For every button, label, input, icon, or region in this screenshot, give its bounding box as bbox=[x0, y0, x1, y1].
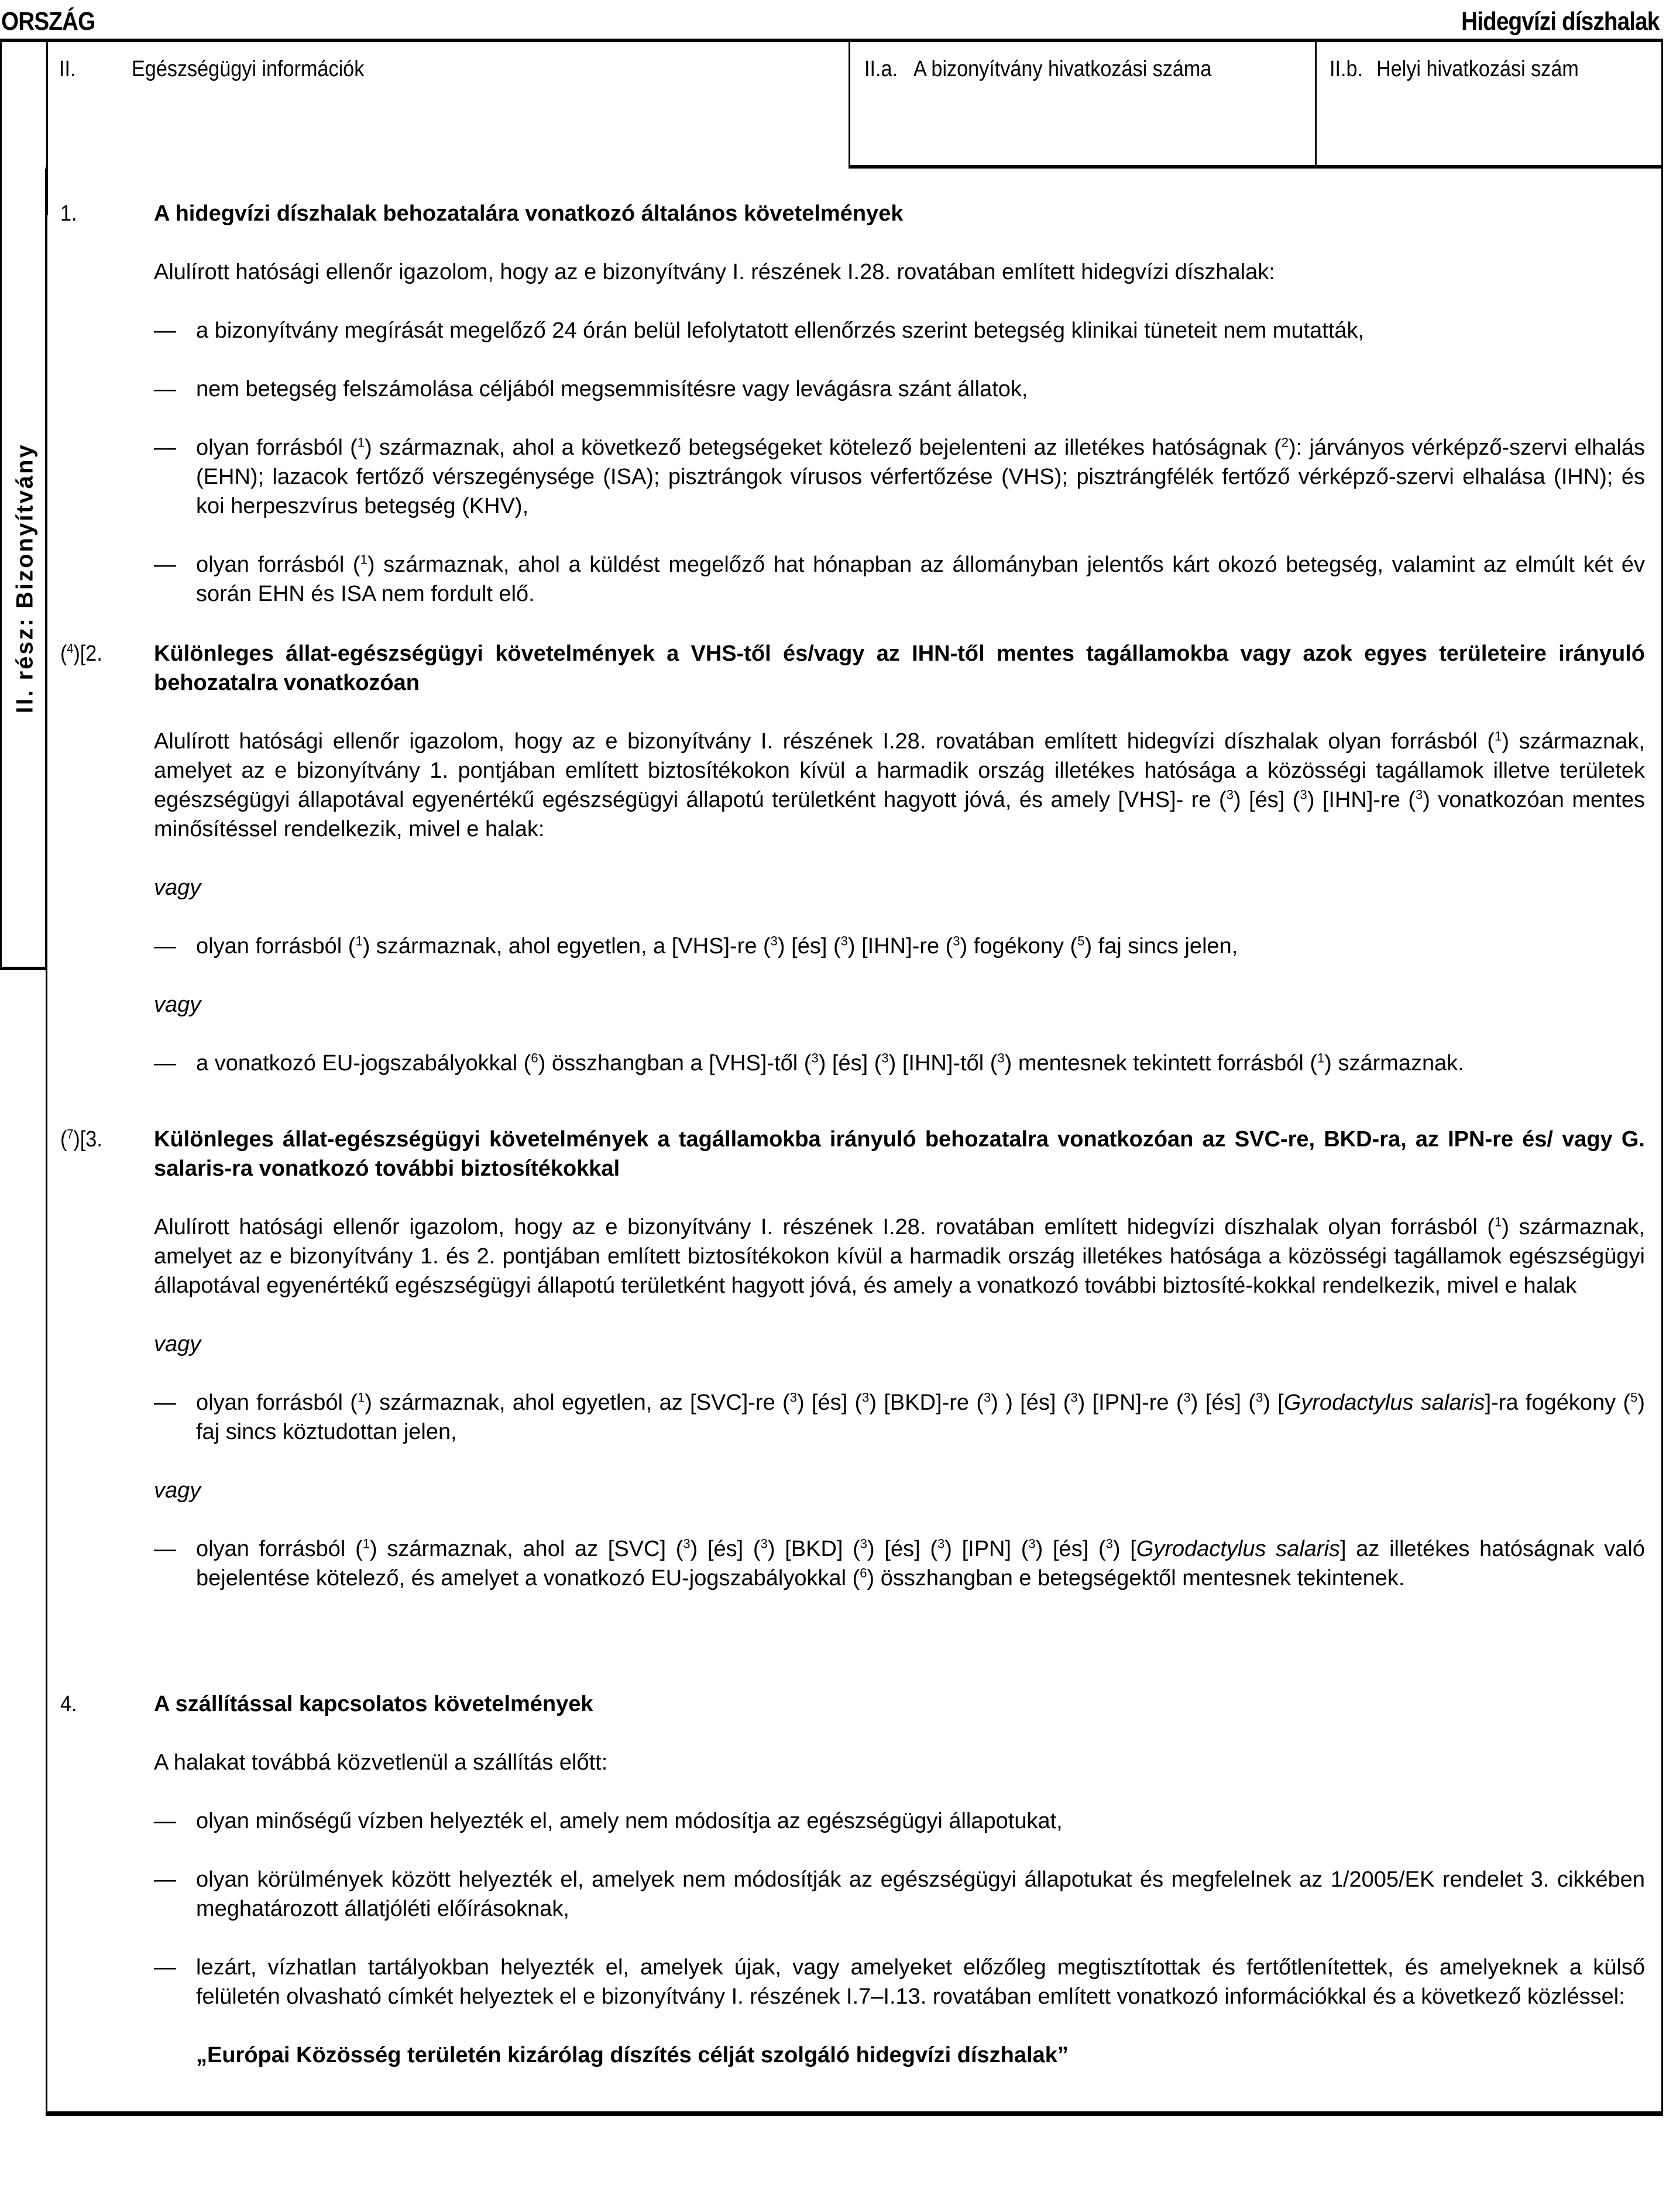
section-intro: Alulírott hatósági ellenőr igazolom, hogy az e bizonyítvány I. részének I.28. rovatában említett hidegvízi díszhalak: bbox=[154, 260, 1275, 284]
list-item: — olyan forrásból ($^1$) származnak, ahol egyetlen, az [SVC]-re ($^3$) [és] ($^3$) [BKD]-re ($^3$) ) [és] ($^3$) [IPN]-re ($^3$) [és] ($^3$) [Gyrodactylus salaris]-ra fogékony ($^5$) faj sincs köztudottan jelen, bbox=[154, 1388, 1645, 1447]
or-label: vagy bbox=[154, 875, 201, 900]
list-item: — olyan forrásból ($^1$) származnak, ahol a következő betegségeket kötelező bejelenteni az illetékes hatóságnak ($^2$): járványos vérképző-szervi elhalás (EHN); lazacok fertőző vérszegénysége (ISA); pisztrángok vírusos vérfertőzése (VHS); pisztrángfélék fertőző vérképző-szervi elhalása (IHN); és koi herpeszvírus betegség (KHV), bbox=[154, 433, 1645, 521]
ref-a-label: II.a. bbox=[864, 57, 898, 81]
section-number: 4. bbox=[60, 1692, 77, 1716]
section-heading: A hidegvízi díszhalak behozatalára vonatkozó általános követelmények bbox=[154, 201, 904, 226]
section-title: Egészségügyi információk bbox=[132, 57, 365, 81]
section-heading: A szállítással kapcsolatos követelmények bbox=[154, 1692, 593, 1716]
label-text: „Európai Közösség területén kizárólag díszítés célját szolgáló hidegvízi díszhalak” bbox=[196, 2043, 1069, 2067]
side-label: II. rész: Bizonyítvány bbox=[12, 443, 38, 713]
or-label: vagy bbox=[154, 1478, 201, 1503]
category-heading: Hidegvízi díszhalak bbox=[1461, 7, 1659, 36]
section-number: II. bbox=[59, 57, 76, 81]
side-label-column bbox=[0, 169, 47, 970]
list-item: — olyan körülmények között helyezték el, amelyek nem módosítják az egészségügyi állapotukat és megfelelnek az 1/2005/EK rendelet 3. cikkében meghatározott állatjóléti előírásoknak, bbox=[154, 1865, 1645, 1924]
certificate-body bbox=[46, 165, 1663, 2116]
section-intro: Alulírott hatósági ellenőr igazolom, hogy az e bizonyítvány I. részének I.28. rovatában említett hidegvízi díszhalak olyan forrásból ($^1$) származnak, amelyet az e bizonyítvány 1. pontjában említett biztosítékokon kívül a harmadik ország illetékes hatósága a közösségi tagállamok illetve területek egészségügyi állapotával egyenértékű egészségügyi állapotú területként hagyott jóvá, és amely [VHS]- re ($^3$) [és] ($^3$) [IHN]-re ($^3$) vonatkozóan mentes minősítéssel rendelkezik, mivel e halak: bbox=[154, 729, 1645, 841]
list-item: — a vonatkozó EU-jogszabályokkal ($^6$) összhangban a [VHS]-től ($^3$) [és] ($^3$) [IHN]-től ($^3$) mentesnek tekintett forrásból ($^1$) származnak. bbox=[154, 1049, 1645, 1078]
local-reference-cell bbox=[1317, 39, 1663, 169]
section-number: 1. bbox=[60, 201, 77, 226]
list-item: — olyan forrásból ($^1$) származnak, ahol egyetlen, a [VHS]-re ($^3$) [és] ($^3$) [IHN]-re ($^3$) fogékony ($^5$) faj sincs jelen, bbox=[154, 932, 1645, 961]
list-item: — a bizonyítvány megírását megelőző 24 órán belül lefolytatott ellenőrzés szerint betegség klinikai tüneteit nem mutatták, bbox=[154, 316, 1645, 345]
list-item: — nem betegség felszámolása céljából megsemmisítésre vagy levágásra szánt állatok, bbox=[154, 375, 1645, 404]
section-3 bbox=[60, 1125, 1645, 1593]
section-intro: A halakat továbbá közvetlenül a szállítás előtt: bbox=[154, 1750, 608, 1775]
section-4 bbox=[60, 1689, 1645, 2070]
country-heading: ORSZÁG bbox=[1, 7, 95, 36]
section-intro: Alulírott hatósági ellenőr igazolom, hogy az e bizonyítvány I. részének I.28. rovatában említett hidegvízi díszhalak olyan forrásból ($^1$) származnak, amelyet az e bizonyítvány 1. és 2. pontjában említett biztosítékokon kívül a harmadik ország illetékes hatósága a közösségi tagállamok egészségügyi állapotával egyenértékű egészségügyi állapotú területként hagyott jóvá, és amely a vonatkozó további biztosíté-kokkal rendelkezik, mivel e halak bbox=[154, 1214, 1645, 1298]
list-item: — olyan forrásból ($^1$) származnak, ahol a küldést megelőző hat hónapban az állományban jelentős kárt okozó betegség, valamint az elmúlt két év során EHN és ISA nem fordult elő. bbox=[154, 550, 1645, 609]
list-item: — olyan forrásból ($^1$) származnak, ahol az [SVC] ($^3$) [és] ($^3$) [BKD] ($^3$) [és] ($^3$) [IPN] ($^3$) [és] ($^3$) [Gyrodactylus salaris] az illetékes hatóságnak való bejelentése kötelező, és amelyet a vonatkozó EU-jogszabályokkal ($^6$) összhangban e betegségektől mentesnek tekintenek. bbox=[154, 1534, 1645, 1593]
section-heading: Különleges állat-egészségügyi követelmények a VHS-től és/vagy az IHN-től mentes tagállamokba vagy azok egyes területeire irányuló behozatalra vonatkozóan bbox=[154, 641, 1645, 695]
ref-b-label: II.b. bbox=[1330, 57, 1363, 81]
list-item: — olyan minőségű vízben helyezték el, amely nem módosítja az egészségügyi állapotukat, bbox=[154, 1806, 1645, 1836]
header-section-cell bbox=[0, 39, 881, 169]
certificate-reference-cell bbox=[849, 39, 1317, 169]
section-2 bbox=[60, 639, 1645, 1078]
or-label: vagy bbox=[154, 992, 201, 1017]
section-number: ($^4$)[2. bbox=[60, 641, 102, 666]
ref-b-text: Helyi hivatkozási szám bbox=[1376, 57, 1579, 81]
section-heading: Különleges állat-egészségügyi követelmények a tagállamokba irányuló behozatalra vonatkozóan az SVC-re, BKD-ra, az IPN-re és/ vagy G. salaris-ra vonatkozó további biztosítékokkal bbox=[154, 1127, 1645, 1181]
or-label: vagy bbox=[154, 1332, 201, 1356]
list-item: — lezárt, vízhatlan tartályokban helyezték el, amelyek újak, vagy amelyeket előzőleg megtisztítottak és fertőtlenítettek, és amelyeknek a külső felületén olvasható címkét helyeztek el e bizonyítvány I. részének I.7–I.13. rovatában említett vonatkozó információkkal és a következő közléssel: bbox=[154, 1953, 1645, 2011]
ref-a-text: A bizonyítvány hivatkozási száma bbox=[913, 57, 1212, 81]
section-1 bbox=[60, 199, 1645, 609]
section-number: ($^7$)[3. bbox=[60, 1126, 102, 1152]
